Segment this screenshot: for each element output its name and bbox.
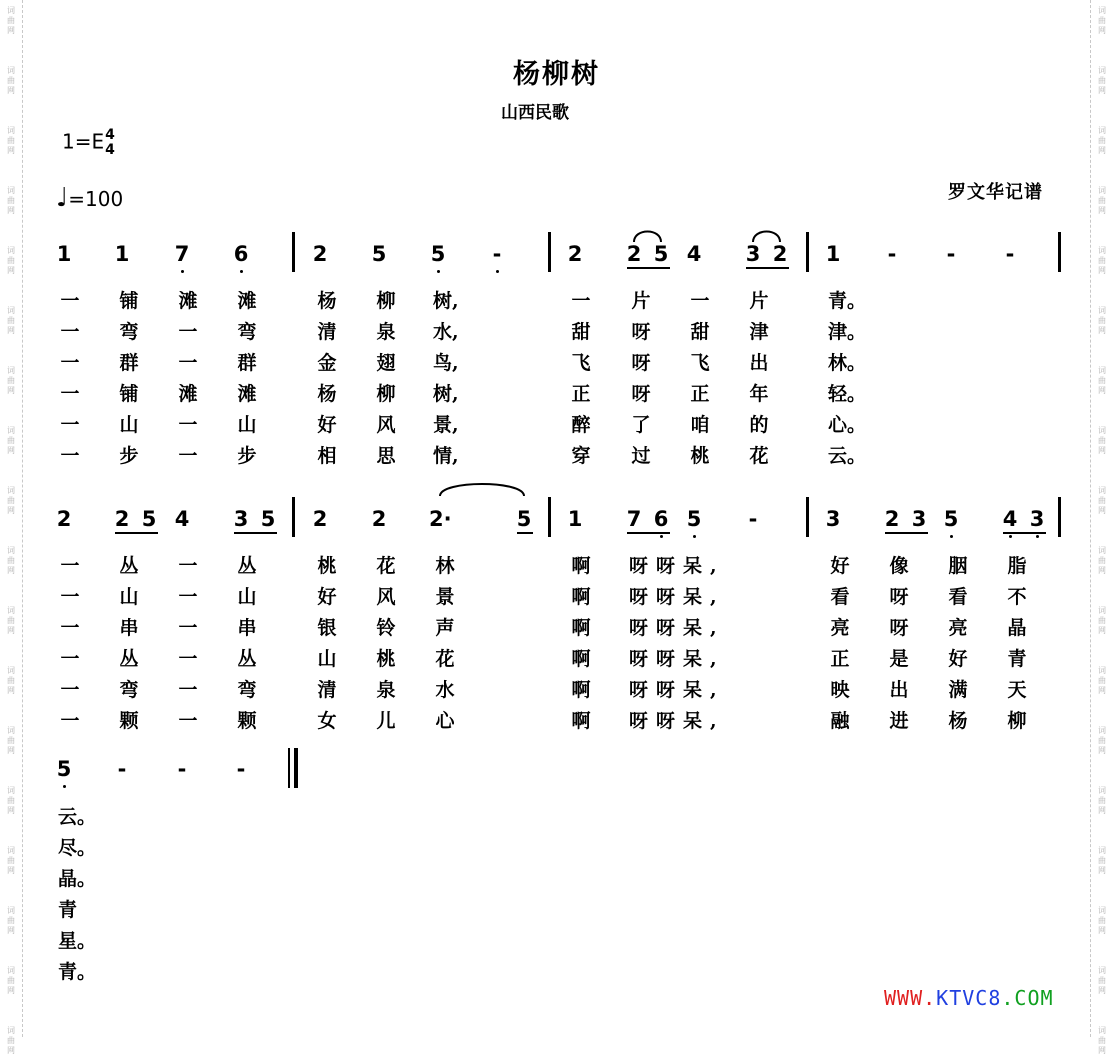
lyric: 津: [749, 321, 769, 343]
watermark-text: 词 曲 网: [1098, 306, 1106, 335]
lyric: 群: [119, 352, 139, 374]
lyric: 丛: [237, 648, 257, 670]
note: 1: [825, 242, 841, 266]
watermark-text: 词 曲 网: [7, 786, 15, 815]
lyric: 星。: [58, 930, 97, 952]
lyric: 晶: [1007, 617, 1027, 639]
lyric: 铺: [119, 290, 139, 312]
note: 3: [825, 507, 841, 531]
lyric: 思: [376, 445, 396, 467]
watermark-text: 词 曲 网: [1098, 66, 1106, 95]
note: 2: [626, 242, 642, 266]
watermark-text: 词 曲 网: [1098, 246, 1106, 275]
lyric: 满: [948, 679, 968, 701]
watermark-text: 词 曲 网: [1098, 1026, 1106, 1055]
tie-arc: [751, 226, 782, 244]
lyric: 啊: [571, 648, 591, 670]
lyric: 甜: [571, 321, 591, 343]
eighth-underline: [627, 267, 670, 269]
watermark-text: 词 曲 网: [1098, 966, 1106, 995]
lyric: 桃: [317, 555, 337, 577]
lyric: 水: [435, 679, 455, 701]
lyric: 亮: [948, 617, 968, 639]
lyric: 穿: [571, 445, 591, 467]
note: 2: [312, 507, 328, 531]
lyric: 花: [749, 445, 769, 467]
lyric: 景,: [433, 414, 459, 436]
note: 1: [114, 242, 130, 266]
site-logo-part: WWW.: [884, 986, 937, 1010]
note: 2: [884, 507, 900, 531]
lyric: 弯: [119, 321, 139, 343]
note: -: [117, 757, 127, 781]
tempo-value: =100: [68, 187, 124, 211]
watermark-text: 词 曲 网: [7, 126, 15, 155]
lyric: 过: [631, 445, 651, 467]
lyric: 弯: [237, 321, 257, 343]
lyric: 天: [1007, 679, 1027, 701]
note: -: [946, 242, 956, 266]
lyric: 一: [60, 617, 80, 639]
barline: [1058, 497, 1061, 537]
barline: [806, 497, 809, 537]
lyric: 一: [60, 321, 80, 343]
lyric: 花: [435, 648, 455, 670]
barline: [292, 232, 295, 272]
final-barline-thick: [294, 748, 298, 788]
watermark-text: 词 曲 网: [7, 186, 15, 215]
lyric: 滩: [237, 290, 257, 312]
lyric: 群: [237, 352, 257, 374]
note: 2: [772, 242, 788, 266]
lyric: 一: [178, 555, 198, 577]
lyric: 泉: [376, 679, 396, 701]
barline: [806, 232, 809, 272]
lyric: 青: [58, 899, 78, 921]
lyric: 一: [60, 586, 80, 608]
lyric: 弯: [237, 679, 257, 701]
watermark-text: 词 曲 网: [7, 906, 15, 935]
note: -: [887, 242, 897, 266]
lyric: 一: [60, 648, 80, 670]
lyric: 好: [948, 648, 968, 670]
lyric: 儿: [376, 710, 396, 732]
watermark-text: 词 曲 网: [1098, 366, 1106, 395]
lyric: 心: [435, 710, 455, 732]
song-title: 杨柳树: [513, 59, 600, 90]
watermark-text: 词 曲 网: [1098, 666, 1106, 695]
note: 3: [911, 507, 927, 531]
lyric: 一: [178, 414, 198, 436]
song-origin: 山西民歌: [501, 103, 569, 123]
lyric: 啊: [571, 555, 591, 577]
lyric: 亮: [830, 617, 850, 639]
lyric: 云。: [58, 806, 97, 828]
eighth-underline: [746, 267, 789, 269]
lyric: 呀: [631, 352, 651, 374]
note: -: [177, 757, 187, 781]
lyric: 滩: [178, 290, 198, 312]
note: 4: [174, 507, 190, 531]
watermark-text: 词 曲 网: [7, 366, 15, 395]
lyric: 弯: [119, 679, 139, 701]
watermark-text: 词 曲 网: [7, 726, 15, 755]
note: 2·: [429, 507, 452, 531]
watermark-text: 词 曲 网: [7, 246, 15, 275]
lyric: 一: [571, 290, 591, 312]
note: 4: [686, 242, 702, 266]
note: -: [492, 242, 502, 266]
lyric: 青: [1007, 648, 1027, 670]
lyric: 一: [178, 710, 198, 732]
eighth-underline: [627, 532, 670, 534]
lyric: 一: [178, 617, 198, 639]
lyric: 一: [60, 445, 80, 467]
lyric: 风: [376, 586, 396, 608]
note: 3: [1029, 507, 1045, 531]
time-top: 4: [105, 127, 115, 143]
lyric: 步: [119, 445, 139, 467]
lyric: 颗: [237, 710, 257, 732]
lyric: 一: [178, 679, 198, 701]
note: 3: [233, 507, 249, 531]
lyric: 一: [60, 555, 80, 577]
watermark-text: 词 曲 网: [1098, 906, 1106, 935]
lyric: 丛: [119, 648, 139, 670]
lyric: 步: [237, 445, 257, 467]
lyric: 铃: [376, 617, 396, 639]
note: -: [1005, 242, 1015, 266]
lyric: 鸟,: [433, 352, 459, 374]
note: 6: [233, 242, 249, 266]
note: 2: [567, 242, 583, 266]
note: 1: [56, 242, 72, 266]
note: 4: [1002, 507, 1018, 531]
lyric: 桃: [690, 445, 710, 467]
lyric: 山: [237, 414, 257, 436]
barline: [292, 497, 295, 537]
lyric: 啊: [571, 586, 591, 608]
lyric: 相: [317, 445, 337, 467]
lyric: 呀呀呆,: [629, 555, 725, 577]
watermark-text: 词 曲 网: [7, 486, 15, 515]
lyric: 晶。: [58, 868, 97, 890]
lyric: 林。: [828, 352, 867, 374]
watermark-text: 词 曲 网: [1098, 6, 1106, 35]
lyric: 一: [60, 710, 80, 732]
watermark-text: 词 曲 网: [7, 606, 15, 635]
lyric: 一: [178, 648, 198, 670]
lyric: 津。: [828, 321, 867, 343]
lyric: 青。: [58, 961, 97, 983]
lyric: 一: [60, 352, 80, 374]
watermark-text: 词 曲 网: [7, 546, 15, 575]
note: 5: [686, 507, 702, 531]
lyric: 山: [119, 586, 139, 608]
watermark-text: 词 曲 网: [7, 1026, 15, 1055]
note: 2: [371, 507, 387, 531]
lyric: 呀: [631, 321, 651, 343]
lyric: 一: [178, 321, 198, 343]
watermark-text: 词 曲 网: [7, 6, 15, 35]
site-logo: [884, 986, 1054, 1010]
lyric: 山: [317, 648, 337, 670]
lyric: 呀: [889, 617, 909, 639]
lyric: 丛: [237, 555, 257, 577]
lower-octave-dot: [1009, 535, 1012, 538]
lyric: 桃: [376, 648, 396, 670]
note: 5: [516, 507, 532, 531]
lyric: 柳: [1007, 710, 1027, 732]
lyric: 一: [690, 290, 710, 312]
lyric: 脂: [1007, 555, 1027, 577]
lyric: 片: [631, 290, 651, 312]
watermark-text: 词 曲 网: [1098, 846, 1106, 875]
lyric: 咱: [690, 414, 710, 436]
eighth-underline: [517, 532, 533, 534]
note: -: [236, 757, 246, 781]
lyric: 一: [60, 679, 80, 701]
note: 2: [114, 507, 130, 531]
lyric: 滩: [178, 383, 198, 405]
watermark-text: 词 曲 网: [7, 666, 15, 695]
lyric: 情,: [433, 445, 459, 467]
lyric: 片: [749, 290, 769, 312]
lower-octave-dot: [240, 270, 243, 273]
lyric: 飞: [690, 352, 710, 374]
watermark-text: 词 曲 网: [7, 306, 15, 335]
note: 6: [653, 507, 669, 531]
lyric: 一: [178, 352, 198, 374]
lyric: 像: [889, 555, 909, 577]
barline: [548, 232, 551, 272]
lyric: 银: [317, 617, 337, 639]
time-bottom: 4: [105, 142, 115, 158]
notation-recorder: 罗文华记谱: [948, 182, 1043, 203]
lyric: 尽。: [58, 837, 97, 859]
lyric: 胭: [948, 555, 968, 577]
lyric: 映: [830, 679, 850, 701]
watermark-text: 词 曲 网: [1098, 486, 1106, 515]
site-logo-part: KTVC8: [936, 986, 1002, 1010]
lyric: 呀呀呆,: [629, 679, 725, 701]
lyric: 一: [60, 414, 80, 436]
lyric: 心。: [828, 414, 867, 436]
watermark-text: 词 曲 网: [1098, 426, 1106, 455]
lyric: 丛: [119, 555, 139, 577]
lyric: 了: [631, 414, 651, 436]
lyric: 好: [317, 414, 337, 436]
key-signature: [62, 128, 115, 158]
lyric: 清: [317, 321, 337, 343]
lower-octave-dot: [63, 785, 66, 788]
lyric: 一: [60, 290, 80, 312]
note: 1: [567, 507, 583, 531]
time-signature: [105, 128, 115, 158]
watermark-text: 词 曲 网: [7, 966, 15, 995]
lyric: 铺: [119, 383, 139, 405]
watermark-text: 词 曲 网: [1098, 726, 1106, 755]
lyric: 女: [317, 710, 337, 732]
watermark-text: 词 曲 网: [7, 846, 15, 875]
lyric: 翅: [376, 352, 396, 374]
note: 5: [371, 242, 387, 266]
note: 5: [141, 507, 157, 531]
lyric: 清: [317, 679, 337, 701]
lower-octave-dot: [693, 535, 696, 538]
lyric: 正: [571, 383, 591, 405]
lyric: 青。: [828, 290, 867, 312]
lyric: 呀: [631, 383, 651, 405]
lyric: 山: [237, 586, 257, 608]
lyric: 花: [376, 555, 396, 577]
lower-octave-dot: [181, 270, 184, 273]
lyric: 进: [889, 710, 909, 732]
final-barline-thin: [288, 748, 290, 788]
lyric: 一: [178, 586, 198, 608]
tie-arc: [632, 226, 663, 244]
eighth-underline: [115, 532, 158, 534]
note: 5: [56, 757, 72, 781]
lyric: 杨: [317, 290, 337, 312]
lyric: 飞: [571, 352, 591, 374]
lyric: 声: [435, 617, 455, 639]
lyric: 呀呀呆,: [629, 586, 725, 608]
lyric: 是: [889, 648, 909, 670]
lyric: 啊: [571, 617, 591, 639]
lyric: 泉: [376, 321, 396, 343]
lyric: 滩: [237, 383, 257, 405]
lyric: 杨: [317, 383, 337, 405]
key-prefix: 1=E: [62, 129, 105, 154]
lyric: 正: [690, 383, 710, 405]
lyric: 年: [749, 383, 769, 405]
lyric: 轻。: [828, 383, 867, 405]
lyric: 出: [749, 352, 769, 374]
watermark-text: 词 曲 网: [1098, 606, 1106, 635]
note: 5: [260, 507, 276, 531]
barline: [1058, 232, 1061, 272]
lyric: 好: [830, 555, 850, 577]
lyric: 颗: [119, 710, 139, 732]
lyric: 串: [237, 617, 257, 639]
note: -: [748, 507, 758, 531]
lyric: 山: [119, 414, 139, 436]
quarter-note-icon: ♩: [56, 183, 69, 213]
lower-octave-dot: [496, 270, 499, 273]
lyric: 柳: [376, 383, 396, 405]
note: 5: [653, 242, 669, 266]
lyric: 啊: [571, 710, 591, 732]
tie-arc: [438, 478, 526, 498]
lyric: 呀: [889, 586, 909, 608]
lyric: 树,: [433, 290, 459, 312]
lyric: 的: [749, 414, 769, 436]
note: 5: [943, 507, 959, 531]
note: 2: [56, 507, 72, 531]
lyric: 水,: [433, 321, 459, 343]
lyric: 串: [119, 617, 139, 639]
note: 7: [174, 242, 190, 266]
lyric: 看: [830, 586, 850, 608]
lower-octave-dot: [660, 535, 663, 538]
watermark-text: 词 曲 网: [1098, 186, 1106, 215]
lyric: 杨: [948, 710, 968, 732]
lyric: 醉: [571, 414, 591, 436]
lyric: 呀呀呆,: [629, 710, 725, 732]
lyric: 好: [317, 586, 337, 608]
eighth-underline: [1003, 532, 1046, 534]
lyric: 风: [376, 414, 396, 436]
lyric: 云。: [828, 445, 867, 467]
lyric: 正: [830, 648, 850, 670]
lyric: 融: [830, 710, 850, 732]
lyric: 啊: [571, 679, 591, 701]
lyric: 一: [178, 445, 198, 467]
watermark-text: 词 曲 网: [7, 426, 15, 455]
note: 3: [745, 242, 761, 266]
watermark-text: 词 曲 网: [7, 66, 15, 95]
lyric: 呀呀呆,: [629, 617, 725, 639]
lyric: 出: [889, 679, 909, 701]
lyric: 一: [60, 383, 80, 405]
watermark-text: 词 曲 网: [1098, 126, 1106, 155]
tempo-marking: [56, 183, 123, 213]
lyric: 看: [948, 586, 968, 608]
lower-octave-dot: [950, 535, 953, 538]
note: 2: [312, 242, 328, 266]
lyric: 树,: [433, 383, 459, 405]
lyric: 不: [1007, 586, 1027, 608]
note: 5: [430, 242, 446, 266]
lyric: 景: [435, 586, 455, 608]
eighth-underline: [234, 532, 277, 534]
lyric: 呀呀呆,: [629, 648, 725, 670]
note: 7: [626, 507, 642, 531]
barline: [548, 497, 551, 537]
watermark-text: 词 曲 网: [1098, 546, 1106, 575]
eighth-underline: [885, 532, 928, 534]
lyric: 柳: [376, 290, 396, 312]
lyric: 林: [435, 555, 455, 577]
lyric: 金: [317, 352, 337, 374]
watermark-text: 词 曲 网: [1098, 786, 1106, 815]
lyric: 甜: [690, 321, 710, 343]
lower-octave-dot: [437, 270, 440, 273]
site-logo-part: .COM: [1001, 986, 1054, 1010]
lower-octave-dot: [1036, 535, 1039, 538]
